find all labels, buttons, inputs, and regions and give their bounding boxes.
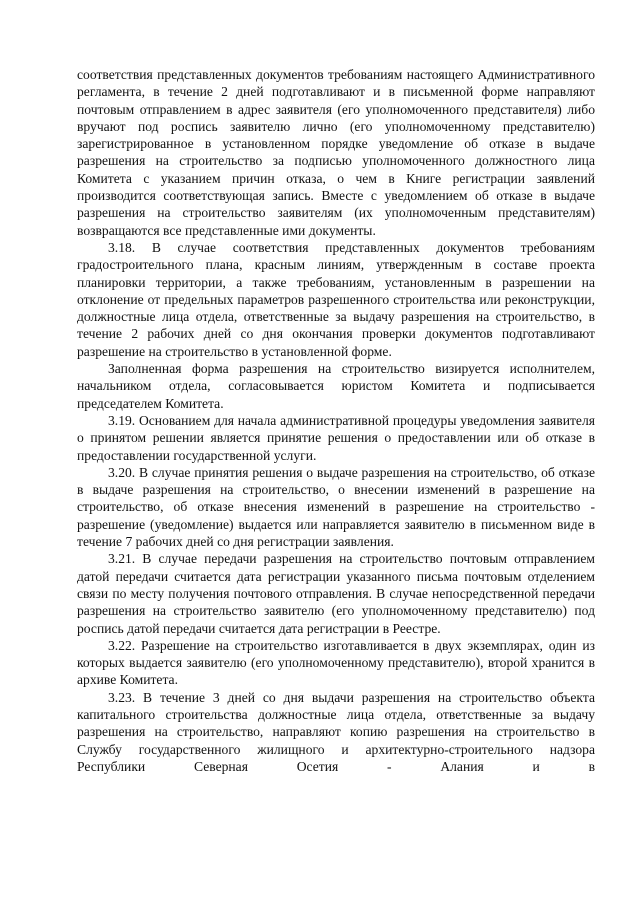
paragraph-3-23: 3.23. В течение 3 дней со дня выдачи разрешения на строительство объекта капитального строительства должностные лица отдела, ответственные за выдачу разрешения на строительство, направляют копию разрешения на строительство в Службу государственного жилищного и архитектурно-строительного надзора Республики Северная Осетия - Алания и в [77,689,595,774]
paragraph-3-19: 3.19. Основанием для начала административной процедуры уведомления заявителя о принятом решении является принятие решения о предоставлении или об отказе в предоставлении государственной услуги. [77,412,595,463]
document-page [77,66,595,775]
paragraph-3-20: 3.20. В случае принятия решения о выдаче разрешения на строительство, об отказе в выдаче разрешения на строительство, о внесении изменений в разрешение на строительство, об отказе внесения изменений в разрешение на строительство - разрешение (уведомление) выдается или направляется заявителю в письменном виде в течение 7 рабочих дней со дня регистрации заявления. [77,464,595,550]
paragraph-3-18: 3.18. В случае соответствия представленных документов требованиям градостроительного плана, красным линиям, утвержденным в составе проекта планировки территории, а также требованиям, установленным в разрешении на отклонение от предельных параметров разрешенного строительства или реконструкции, должностные лица отдела, ответственные за выдачу разрешения на строительство, в течение 2 рабочих дней со дня окончания проверки документов подготавливают разрешение на строительство в установленной форме. [77,239,595,359]
paragraph-3-21: 3.21. В случае передачи разрешения на строительство почтовым отправлением датой передачи считается дата регистрации указанного письма почтовым отделением связи по месту получения почтового отправления. В случае непосредственной передачи разрешения на строительство заявителю (его уполномоченному представителю) под роспись датой передачи считается дата регистрации в Реестре. [77,551,595,636]
paragraph-3-22: 3.22. Разрешение на строительство изготавливается в двух экземплярах, один из которых выдается заявителю (его уполномоченному представителю), второй хранится в архиве Комитета. [77,637,595,688]
paragraph-refusal-continuation: соответствия представленных документов требованиям настоящего Административного регламента, в течение 2 дней подготавливают и в письменной форме направляют почтовым отправлением в адрес заявителя (его уполномоченного представителя) либо вручают под роспись заявителю лично (его уполномоченному представителю) зарегистрированное в установленном порядке уведомление об отказе в выдаче разрешения на строительство за подписью уполномоченного должностного лица Комитета с указанием причин отказа, о чем в Книге регистрации заявлений производится соответствующая запись. Вместе с уведомлением об отказе в выдаче разрешения на строительство заявителям (их уполномоченным представителям) возвращаются все представленные ими документы. [77,67,595,238]
paragraph-form-endorsement: Заполненная форма разрешения на строительство визируется исполнителем, начальником отдела, согласовывается юристом Комитета и подписывается председателем Комитета. [77,361,595,411]
